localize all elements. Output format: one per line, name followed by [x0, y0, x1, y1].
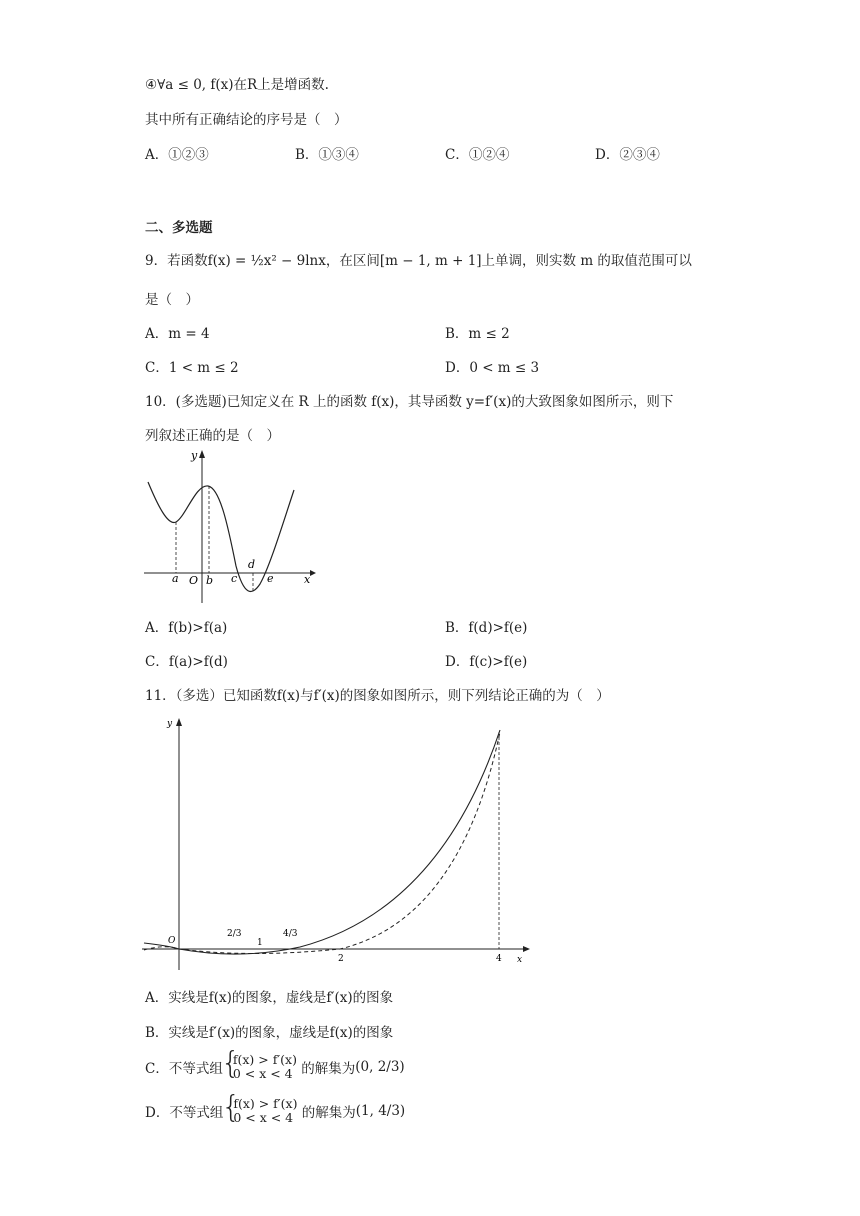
q11-system-d — [223, 1097, 297, 1125]
q9-line2: 是（ ） — [145, 292, 199, 308]
q11-option-c-label: C．不等式组 — [145, 1061, 223, 1077]
option-b: B．①③④ — [295, 147, 359, 163]
q11-system-c — [223, 1053, 297, 1081]
q10-y-arrow — [199, 450, 205, 458]
q10-option-d: D．f(c)>f(e) — [445, 654, 528, 670]
q10-option-a: A．f(b)>f(a) — [145, 620, 228, 636]
q11-solution-d: (1, 4/3) — [355, 1103, 406, 1119]
q11-system-d-row1: f(x) > f′(x) — [233, 1096, 298, 1111]
q10-option-b: B．f(d)>f(e) — [445, 620, 528, 636]
q11-label-2: 2 — [338, 954, 344, 964]
q11-label-x: x — [517, 955, 523, 965]
q9-text-a: 9．若函数 — [145, 253, 208, 269]
q11-solution-c: (0, 2/3) — [355, 1059, 405, 1075]
q10-option-c: C．f(a)>f(d) — [145, 654, 228, 670]
q11-solution-label-d: 的解集为 — [301, 1105, 356, 1121]
q10-label-b: b — [206, 574, 214, 587]
section-title: 二、多选题 — [145, 220, 213, 236]
q11-system-d-row2: 0 < x < 4 — [233, 1110, 294, 1125]
q11-x-arrow — [523, 946, 530, 952]
q10-x-arrow — [310, 570, 316, 576]
q11-function-graph — [140, 710, 540, 972]
q10-label-x: x — [304, 573, 311, 586]
q11-option-d-label: D．不等式组 — [145, 1105, 224, 1121]
q11-option-b: B．实线是f′(x)的图象，虚线是f(x)的图象 — [145, 1025, 394, 1041]
q11-solution-label-c: 的解集为 — [301, 1061, 356, 1077]
q10-label-y: y — [191, 449, 198, 462]
q9-line1 — [145, 249, 692, 269]
q11-system-c-row2: 0 < x < 4 — [232, 1066, 293, 1081]
q10-line2: 列叙述正确的是（ ） — [145, 428, 280, 444]
q11-option-c — [145, 1053, 405, 1081]
q11-label-o: O — [168, 936, 176, 946]
q11-solid-curve — [144, 730, 500, 954]
q10-label-o: O — [189, 574, 199, 587]
q9-option-a: A．m = 4 — [145, 326, 210, 342]
q9-option-b: B．m ≤ 2 — [445, 326, 510, 342]
q10-label-e: e — [267, 572, 274, 585]
q9-option-c: C．1 < m ≤ 2 — [145, 360, 239, 376]
q11-label-4: 4 — [496, 954, 502, 964]
q10-derivative-graph — [140, 446, 320, 606]
statement-4: ④∀a ≤ 0, f(x)在R上是增函数. — [145, 77, 329, 93]
option-a: A．①②③ — [145, 147, 209, 163]
q11-option-a: A．实线是f(x)的图象，虚线是f′(x)的图象 — [145, 990, 394, 1006]
q11-label-2-3: 2/3 — [227, 929, 242, 939]
q11-system-c-row1: f(x) > f′(x) — [232, 1052, 297, 1067]
q10-label-c: c — [231, 572, 238, 585]
q9-text-b: ，在区间[m − 1, m + 1]上单调，则实数 m 的取值范围可以 — [325, 253, 692, 269]
q11-label-y: y — [167, 719, 173, 729]
question-prompt: 其中所有正确结论的序号是（ ） — [145, 112, 348, 128]
q11-label-1: 1 — [257, 938, 263, 948]
q10-label-a: a — [172, 572, 179, 585]
q9-formula: f(x) = ½x² − 9lnx — [207, 253, 326, 269]
q10-label-d: d — [248, 558, 256, 571]
q10-line1: 10．(多选题)已知定义在 R 上的函数 f(x)，其导函数 y=f′(x)的大致图象如图所示，则下 — [145, 394, 674, 410]
option-c: C．①②④ — [445, 147, 510, 163]
q11-option-d — [145, 1097, 405, 1125]
q11-line1: 11．（多选）已知函数f(x)与f′(x)的图象如图所示，则下列结论正确的为（ ） — [145, 688, 610, 704]
option-d: D．②③④ — [595, 147, 660, 163]
q11-y-arrow — [176, 718, 182, 726]
q11-label-4-3: 4/3 — [283, 929, 298, 939]
q9-option-d: D．0 < m ≤ 3 — [445, 360, 540, 376]
q11-dashed-curve — [144, 732, 500, 954]
